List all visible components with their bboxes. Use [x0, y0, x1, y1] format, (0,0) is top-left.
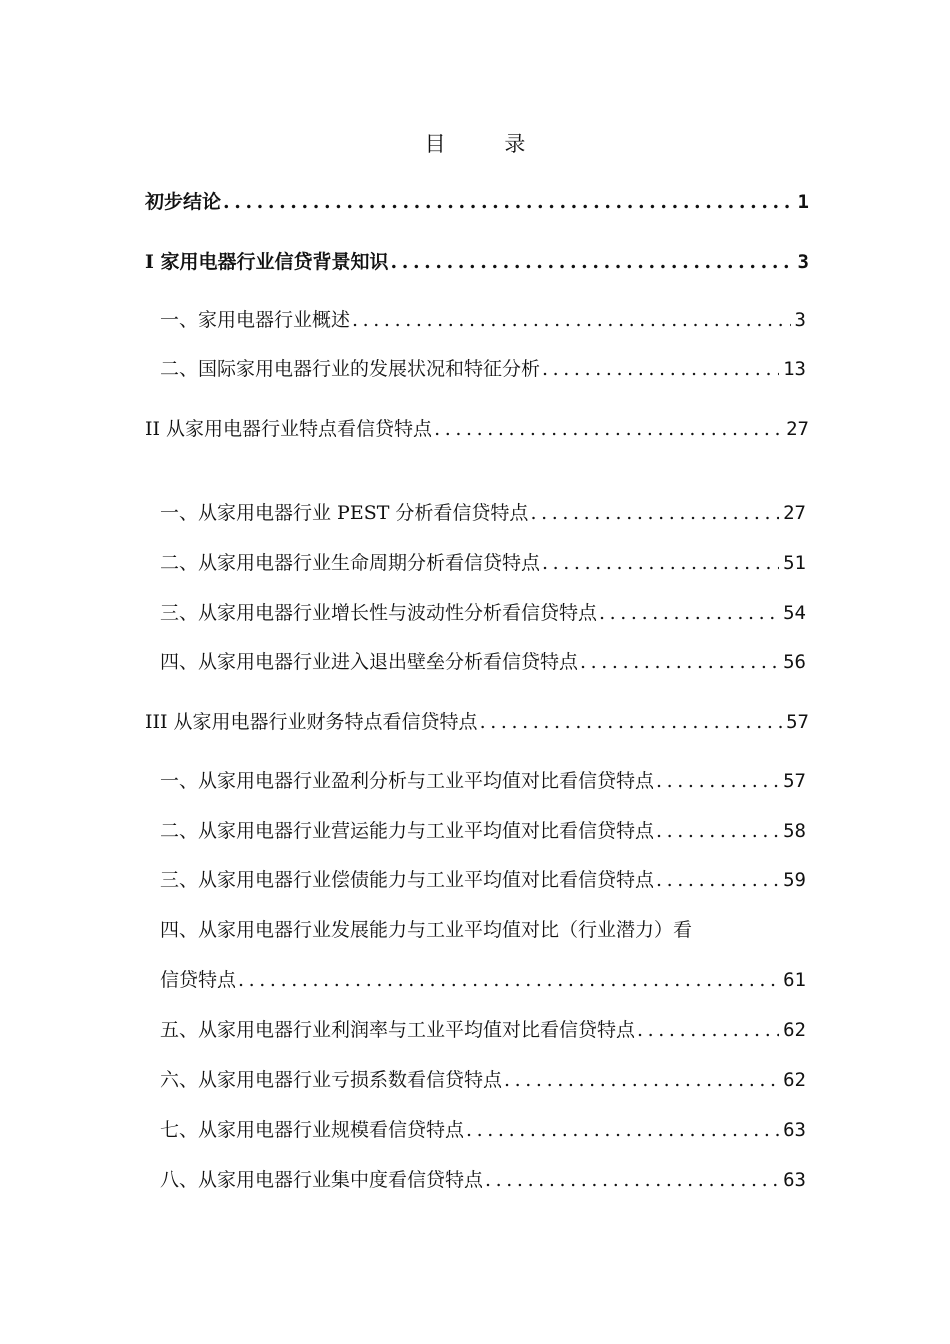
toc-entry-label: 三、从家用电器行业偿债能力与工业平均值对比看信贷特点	[160, 869, 655, 891]
toc-leader-dots	[599, 600, 779, 626]
toc-entry-label: III 从家用电器行业财务特点看信贷特点	[145, 711, 478, 733]
toc-entry-label: 三、从家用电器行业增长性与波动性分析看信贷特点	[160, 602, 598, 624]
toc-title: 目 录	[424, 132, 552, 156]
toc-leader-dots	[238, 967, 779, 993]
toc-leader-dots	[656, 867, 779, 893]
toc-page-number: 62	[783, 1069, 806, 1091]
toc-entry[interactable]	[160, 1067, 806, 1093]
toc-entry[interactable]	[160, 550, 806, 576]
toc-entry-label: 七、从家用电器行业规模看信贷特点	[160, 1119, 465, 1141]
toc-page-number: 59	[783, 869, 806, 891]
toc-entry[interactable]	[145, 189, 809, 215]
toc-leader-dots	[580, 649, 779, 675]
toc-page-number: 3	[794, 309, 806, 331]
toc-leader-dots	[504, 1067, 779, 1093]
toc-entry[interactable]	[160, 1167, 806, 1193]
toc-entry-label: 初步结论	[145, 191, 222, 213]
toc-leader-dots	[637, 1017, 779, 1043]
toc-entry-label: II 从家用电器行业特点看信贷特点	[145, 418, 433, 440]
toc-page-number: 57	[786, 711, 809, 733]
toc-entry[interactable]	[160, 867, 806, 893]
toc-entry-label: 一、从家用电器行业盈利分析与工业平均值对比看信贷特点	[160, 770, 655, 792]
toc-entry-label: I 家用电器行业信贷背景知识	[145, 251, 389, 273]
toc-leader-dots	[223, 189, 794, 215]
toc-page-number: 13	[783, 358, 806, 380]
toc-entry-label: 信贷特点	[160, 969, 237, 991]
toc-leader-dots	[434, 416, 782, 442]
toc-leader-dots	[542, 356, 779, 382]
toc-entry-label: 六、从家用电器行业亏损系数看信贷特点	[160, 1069, 503, 1091]
toc-entry[interactable]	[160, 768, 806, 794]
toc-entry[interactable]	[160, 967, 806, 993]
toc-page-number: 27	[786, 418, 809, 440]
toc-page-number: 63	[783, 1119, 806, 1141]
toc-entry[interactable]	[160, 356, 806, 382]
toc-leader-dots	[352, 307, 791, 333]
toc-entry[interactable]	[160, 307, 806, 333]
toc-page-number: 63	[783, 1169, 806, 1191]
toc-entry[interactable]	[145, 709, 809, 735]
toc-entry-label: 四、从家用电器行业进入退出壁垒分析看信贷特点	[160, 651, 579, 673]
toc-entry[interactable]	[160, 649, 806, 675]
toc-entry-label: 二、国际家用电器行业的发展状况和特征分析	[160, 358, 541, 380]
toc-entry-label: 二、从家用电器行业生命周期分析看信贷特点	[160, 552, 541, 574]
toc-page-number: 58	[783, 820, 806, 842]
toc-entry-label: 八、从家用电器行业集中度看信贷特点	[160, 1169, 484, 1191]
toc-leader-dots	[656, 818, 779, 844]
toc-page-number: 1	[797, 191, 809, 213]
toc-leader-dots	[485, 1167, 779, 1193]
toc-page-number: 62	[783, 1019, 806, 1041]
toc-leader-dots	[391, 249, 794, 275]
toc-leader-dots	[542, 550, 779, 576]
toc-page-number: 51	[783, 552, 806, 574]
toc-entry-label-line1[interactable]: 四、从家用电器行业发展能力与工业平均值对比（行业潜力）看	[160, 919, 693, 941]
toc-leader-dots	[466, 1117, 779, 1143]
toc-entry[interactable]	[160, 818, 806, 844]
toc-leader-dots	[480, 709, 783, 735]
toc-entry[interactable]	[145, 249, 809, 275]
toc-page-number: 56	[783, 651, 806, 673]
toc-entry[interactable]	[160, 1017, 806, 1043]
toc-entry[interactable]	[160, 600, 806, 626]
toc-page-number: 57	[783, 770, 806, 792]
toc-entry-label: 一、家用电器行业概述	[160, 309, 351, 331]
toc-entry-label: 五、从家用电器行业利润率与工业平均值对比看信贷特点	[160, 1019, 636, 1041]
toc-page-number: 27	[783, 502, 806, 524]
toc-entry[interactable]	[160, 500, 806, 526]
toc-leader-dots	[656, 768, 779, 794]
toc-entry[interactable]	[145, 416, 809, 442]
toc-page-number: 3	[797, 251, 809, 273]
toc-entry-label: 一、从家用电器行业 PEST 分析看信贷特点	[160, 502, 529, 524]
toc-page-number: 54	[783, 602, 806, 624]
toc-entry[interactable]	[160, 1117, 806, 1143]
toc-entry-label: 二、从家用电器行业营运能力与工业平均值对比看信贷特点	[160, 820, 655, 842]
toc-leader-dots	[530, 500, 779, 526]
toc-page-number: 61	[783, 969, 806, 991]
